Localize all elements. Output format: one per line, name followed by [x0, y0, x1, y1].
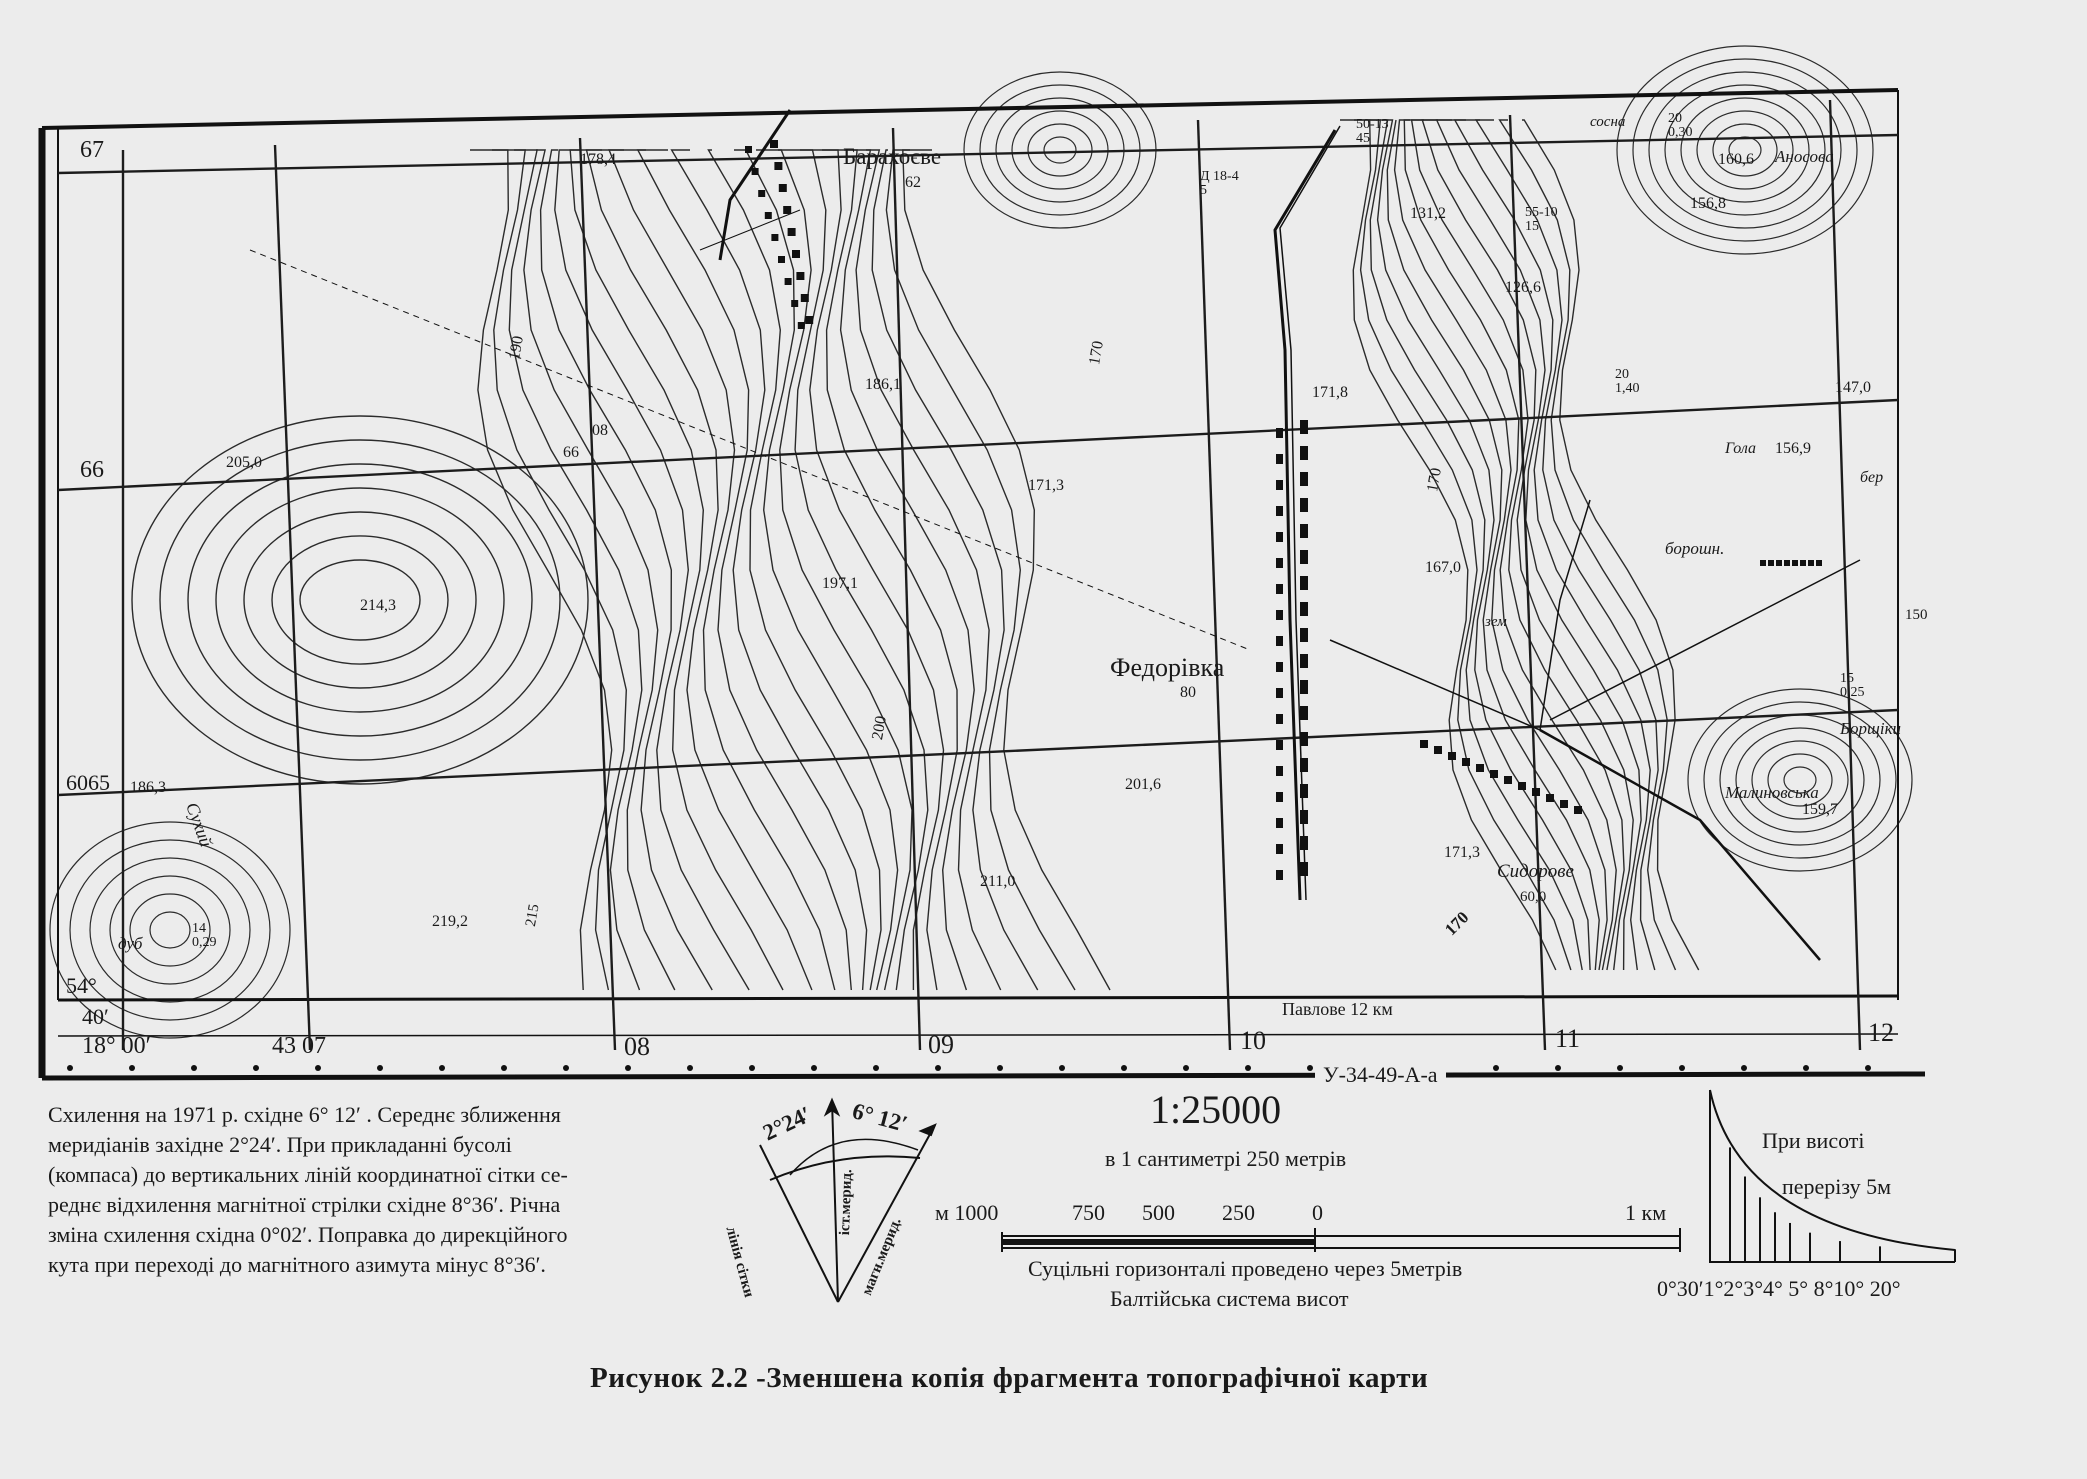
- frame-tick: [377, 1065, 383, 1071]
- frame-tick: [563, 1065, 569, 1071]
- grid-row-54: 54°: [66, 973, 97, 998]
- building: [801, 294, 809, 302]
- building: [1300, 706, 1308, 720]
- building: [1776, 560, 1782, 566]
- scale-ratio: 1:25000: [1150, 1087, 1282, 1132]
- contour-line: [90, 858, 250, 1002]
- frame-tick: [749, 1065, 755, 1071]
- building: [1276, 818, 1283, 828]
- building: [1784, 560, 1790, 566]
- building: [1300, 472, 1308, 486]
- frame-tick: [1059, 1065, 1065, 1071]
- building: [1420, 740, 1428, 748]
- frame-tick: [935, 1065, 941, 1071]
- place-dub: дуб: [118, 934, 143, 953]
- scale-tick: 250: [1222, 1200, 1255, 1225]
- grid-row-66: 66: [80, 457, 104, 483]
- frame-tick: [191, 1065, 197, 1071]
- contour-line: [470, 150, 612, 990]
- building: [1276, 792, 1283, 802]
- building: [1546, 794, 1554, 802]
- angle-declination: 6° 12′: [849, 1098, 911, 1137]
- height-label: 167,0: [1425, 559, 1461, 576]
- height-label: 171,3: [1444, 844, 1480, 861]
- declination-line: (компаса) до вертикальних ліній координатної сітки се-: [48, 1162, 568, 1187]
- building: [1276, 870, 1283, 880]
- contour-line: [756, 150, 912, 990]
- contour-label: 215: [522, 902, 543, 928]
- building: [792, 250, 800, 258]
- building: [1276, 428, 1283, 438]
- building: [765, 212, 772, 219]
- building: [1434, 746, 1442, 754]
- height-label: 147,0: [1835, 379, 1871, 396]
- feature-value: 55-10 15: [1525, 205, 1558, 234]
- height-label: 197,1: [822, 575, 858, 592]
- angle-grid-convergence: 2°24′: [759, 1101, 816, 1146]
- place-gola: Гола: [1725, 440, 1757, 457]
- frame-tick: [439, 1065, 445, 1071]
- frame-tick: [873, 1065, 879, 1071]
- frame-tick: [1617, 1065, 1623, 1071]
- frame-tick: [501, 1065, 507, 1071]
- sheet-code: У-34-49-А-а: [1315, 1064, 1446, 1086]
- height-label: 211,0: [980, 873, 1016, 890]
- contour-line: [1736, 728, 1864, 832]
- building: [1300, 446, 1308, 460]
- height-label: 156,8: [1690, 195, 1726, 212]
- feature-value: 20 1,40: [1615, 367, 1640, 396]
- building: [1300, 810, 1308, 824]
- building: [1300, 654, 1308, 668]
- building: [1300, 862, 1308, 876]
- contour-label: 170: [1441, 907, 1473, 940]
- building: [1276, 844, 1283, 854]
- building: [1300, 498, 1308, 512]
- contour-line: [708, 150, 881, 990]
- building: [1300, 680, 1308, 694]
- feature-value: Д 18-4 5: [1200, 169, 1239, 198]
- building: [1300, 784, 1308, 798]
- grid-col-07: 43 07: [272, 1033, 326, 1059]
- scale-tick: 1 км: [1625, 1200, 1667, 1225]
- building: [1300, 836, 1308, 850]
- scale-tick: 0: [1312, 1200, 1323, 1225]
- contour-line: [541, 150, 713, 990]
- settlement-sydorove: Сидорове: [1497, 861, 1574, 882]
- contour-line: [996, 98, 1124, 202]
- height-label: 201,6: [1125, 776, 1161, 793]
- contour-line: [1340, 117, 1556, 970]
- building: [1276, 532, 1283, 542]
- grid-col-12: 12: [1868, 1018, 1894, 1047]
- magnetic-meridian-label: магн.мерид.: [859, 1215, 905, 1298]
- height-label: 171,3: [1028, 477, 1064, 494]
- building: [1448, 752, 1456, 760]
- building: [791, 300, 798, 307]
- building: [1300, 732, 1308, 746]
- building: [1276, 610, 1283, 620]
- place-malynovska: Малиновська: [1725, 783, 1819, 802]
- building: [1276, 714, 1283, 724]
- place-boroshn: борошн.: [1665, 539, 1725, 558]
- building: [1490, 770, 1498, 778]
- contour-line: [638, 150, 852, 990]
- contour-line: [1028, 124, 1092, 176]
- grid-col-10: 10: [1240, 1026, 1266, 1055]
- place-sosna: сосна: [1590, 114, 1626, 130]
- feature-value: 14 0,29: [192, 921, 217, 950]
- frame-tick: [1679, 1065, 1685, 1071]
- figure-caption: Рисунок 2.2 -Зменшена копія фрагмента топографічної карти: [590, 1362, 1429, 1394]
- building: [1276, 506, 1283, 516]
- contour-label: 200: [869, 714, 890, 742]
- contour-line: [1412, 120, 1625, 970]
- contour-label: 08: [592, 422, 608, 439]
- frame-tick: [625, 1065, 631, 1071]
- scale-tick: м 1000: [935, 1200, 999, 1225]
- height-system-note: Балтійська система висот: [1110, 1286, 1349, 1311]
- scale-tick: 500: [1142, 1200, 1175, 1225]
- feature-value: 15 0,25: [1840, 671, 1865, 700]
- building: [785, 278, 792, 285]
- place-zem: зем: [1485, 614, 1507, 630]
- building: [1300, 524, 1308, 538]
- grid-col-08: 08: [624, 1032, 650, 1061]
- building: [796, 272, 804, 280]
- contour-label: 80: [1180, 684, 1196, 701]
- building: [1276, 740, 1283, 750]
- frame-tick: [1307, 1065, 1313, 1071]
- contour-label: 170: [1086, 339, 1107, 367]
- linear-scale-bar: [1002, 1228, 1680, 1252]
- road-to-pavlove: Павлове 12 км: [1282, 999, 1393, 1019]
- frame-tick: [1245, 1065, 1251, 1071]
- contour-line: [1713, 124, 1777, 176]
- height-label: 160,6: [1718, 151, 1754, 168]
- bottom-scale-marks: [67, 1065, 1871, 1071]
- true-meridian-label: іст.мерид.: [837, 1168, 856, 1236]
- height-label: 159,7: [1802, 801, 1838, 818]
- height-label: 219,2: [432, 913, 468, 930]
- building: [788, 228, 796, 236]
- grid-row-67: 67: [80, 137, 104, 163]
- contour-line: [1422, 120, 1633, 970]
- contour-line: [841, 150, 975, 990]
- declination-line: Схилення на 1971 р. східне 6° 12′ . Середнє зближення: [48, 1102, 561, 1127]
- grid-col-11: 11: [1555, 1024, 1581, 1053]
- declination-line: зміна схилення східна 0°02′. Поправка до дирекційного: [48, 1222, 568, 1247]
- settlement-buildings: [745, 140, 1822, 880]
- building: [1476, 764, 1484, 772]
- height-label: 178,4: [580, 151, 616, 168]
- building: [805, 316, 813, 324]
- height-label: 214,3: [360, 597, 396, 614]
- grid-col-09: 09: [928, 1030, 954, 1059]
- building: [1800, 560, 1806, 566]
- declination-line: реднє відхилення магнітної стрілки східне 8°36′. Річна: [48, 1192, 561, 1217]
- building: [1518, 782, 1526, 790]
- building: [1760, 560, 1766, 566]
- frame-tick: [67, 1065, 73, 1071]
- height-label: 186,1: [865, 376, 901, 393]
- building: [1276, 454, 1283, 464]
- contour-interval-note: Суцільні горизонталі проведено через 5метрів: [1028, 1256, 1463, 1281]
- frame-tick: [315, 1065, 321, 1071]
- contour-label: 190: [506, 334, 527, 362]
- feature-value: 20 0,30: [1668, 111, 1693, 140]
- place-anosova: Аносова: [1775, 147, 1834, 166]
- building: [1276, 480, 1283, 490]
- place-ber: бер: [1860, 469, 1884, 486]
- building: [1300, 550, 1308, 564]
- building: [1300, 628, 1308, 642]
- frame-tick: [687, 1065, 693, 1071]
- building: [783, 206, 791, 214]
- height-label: 60,0: [1520, 889, 1547, 905]
- frame-tick: [1555, 1065, 1561, 1071]
- contour-label: 170: [1424, 466, 1445, 494]
- contour-line: [1012, 111, 1108, 189]
- frame-tick: [1493, 1065, 1499, 1071]
- contour-line: [506, 150, 642, 990]
- building: [1276, 584, 1283, 594]
- stream-label: Сухий: [182, 799, 217, 850]
- frame-tick: [1803, 1065, 1809, 1071]
- slope-scale-ticks: 0°30′1°2°3°4° 5° 8°10° 20°: [1657, 1276, 1901, 1301]
- building: [1276, 558, 1283, 568]
- corner-minutes: 40′: [82, 1004, 109, 1029]
- building: [1300, 602, 1308, 616]
- contour-line: [570, 150, 783, 990]
- grid-row-65: 6065: [66, 770, 110, 795]
- building: [1792, 560, 1798, 566]
- declination-line: кута при переході до магнітного азимута мінус 8°36′.: [48, 1252, 546, 1277]
- building: [1560, 800, 1568, 808]
- contour-label: 66: [563, 444, 579, 461]
- frame-tick: [811, 1065, 817, 1071]
- building: [1816, 560, 1822, 566]
- frame-tick: [129, 1065, 135, 1071]
- scale-tick: 750: [1072, 1200, 1105, 1225]
- building: [1276, 688, 1283, 698]
- frame-tick: [1183, 1065, 1189, 1071]
- building: [1300, 576, 1308, 590]
- scale-per-cm: в 1 сантиметрі 250 метрів: [1105, 1146, 1347, 1171]
- building: [745, 146, 752, 153]
- contour-line: [1044, 137, 1076, 163]
- contour-line: [1395, 120, 1608, 970]
- slope-scale-title: При висоті: [1762, 1128, 1865, 1153]
- contour-line: [822, 150, 957, 990]
- building: [1532, 788, 1540, 796]
- building: [1574, 806, 1582, 814]
- grid-line-label: лінія сітки: [722, 1224, 757, 1300]
- height-label: 131,2: [1410, 205, 1446, 222]
- declination-line: меридіанів західне 2°24′. При прикладанні бусолі: [48, 1132, 512, 1157]
- slope-scale-title: перерізу 5м: [1782, 1174, 1892, 1199]
- map-frame: [42, 90, 1925, 1078]
- height-label: 205,0: [226, 454, 262, 471]
- contour-label: 150: [1905, 607, 1928, 623]
- frame-tick: [997, 1065, 1003, 1071]
- building: [770, 140, 778, 148]
- place-borshchiky: Борщіки: [1840, 719, 1902, 738]
- height-label: 62: [905, 174, 921, 191]
- frame-tick: [253, 1065, 259, 1071]
- contour-line: [150, 912, 190, 948]
- roads: [250, 110, 1860, 960]
- building: [1276, 636, 1283, 646]
- height-label: 126,6: [1505, 279, 1541, 296]
- contour-line: [1387, 120, 1599, 970]
- building: [1504, 776, 1512, 784]
- building: [798, 322, 805, 329]
- building: [758, 190, 765, 197]
- frame-tick: [1121, 1065, 1127, 1071]
- declination-note: [48, 1100, 748, 1280]
- settlement-barakhoeve: Барахоєве: [843, 144, 942, 169]
- building: [1300, 420, 1308, 434]
- building: [1300, 758, 1308, 772]
- building: [774, 162, 782, 170]
- building: [778, 256, 785, 263]
- settlement-fedorivka: Федорівка: [1110, 653, 1225, 682]
- contour-line: [70, 840, 270, 1020]
- building: [1462, 758, 1470, 766]
- frame-tick: [1865, 1065, 1871, 1071]
- building: [779, 184, 787, 192]
- building: [1276, 662, 1283, 672]
- corner-degrees: 18° 00′: [82, 1033, 151, 1059]
- building: [1276, 766, 1283, 776]
- height-label: 156,9: [1775, 440, 1811, 457]
- building: [1808, 560, 1814, 566]
- building: [1768, 560, 1774, 566]
- building: [752, 168, 759, 175]
- building: [771, 234, 778, 241]
- frame-tick: [1741, 1065, 1747, 1071]
- height-label: 186,3: [130, 779, 166, 796]
- height-label: 171,8: [1312, 384, 1348, 401]
- feature-value: 50-13 45: [1356, 117, 1389, 146]
